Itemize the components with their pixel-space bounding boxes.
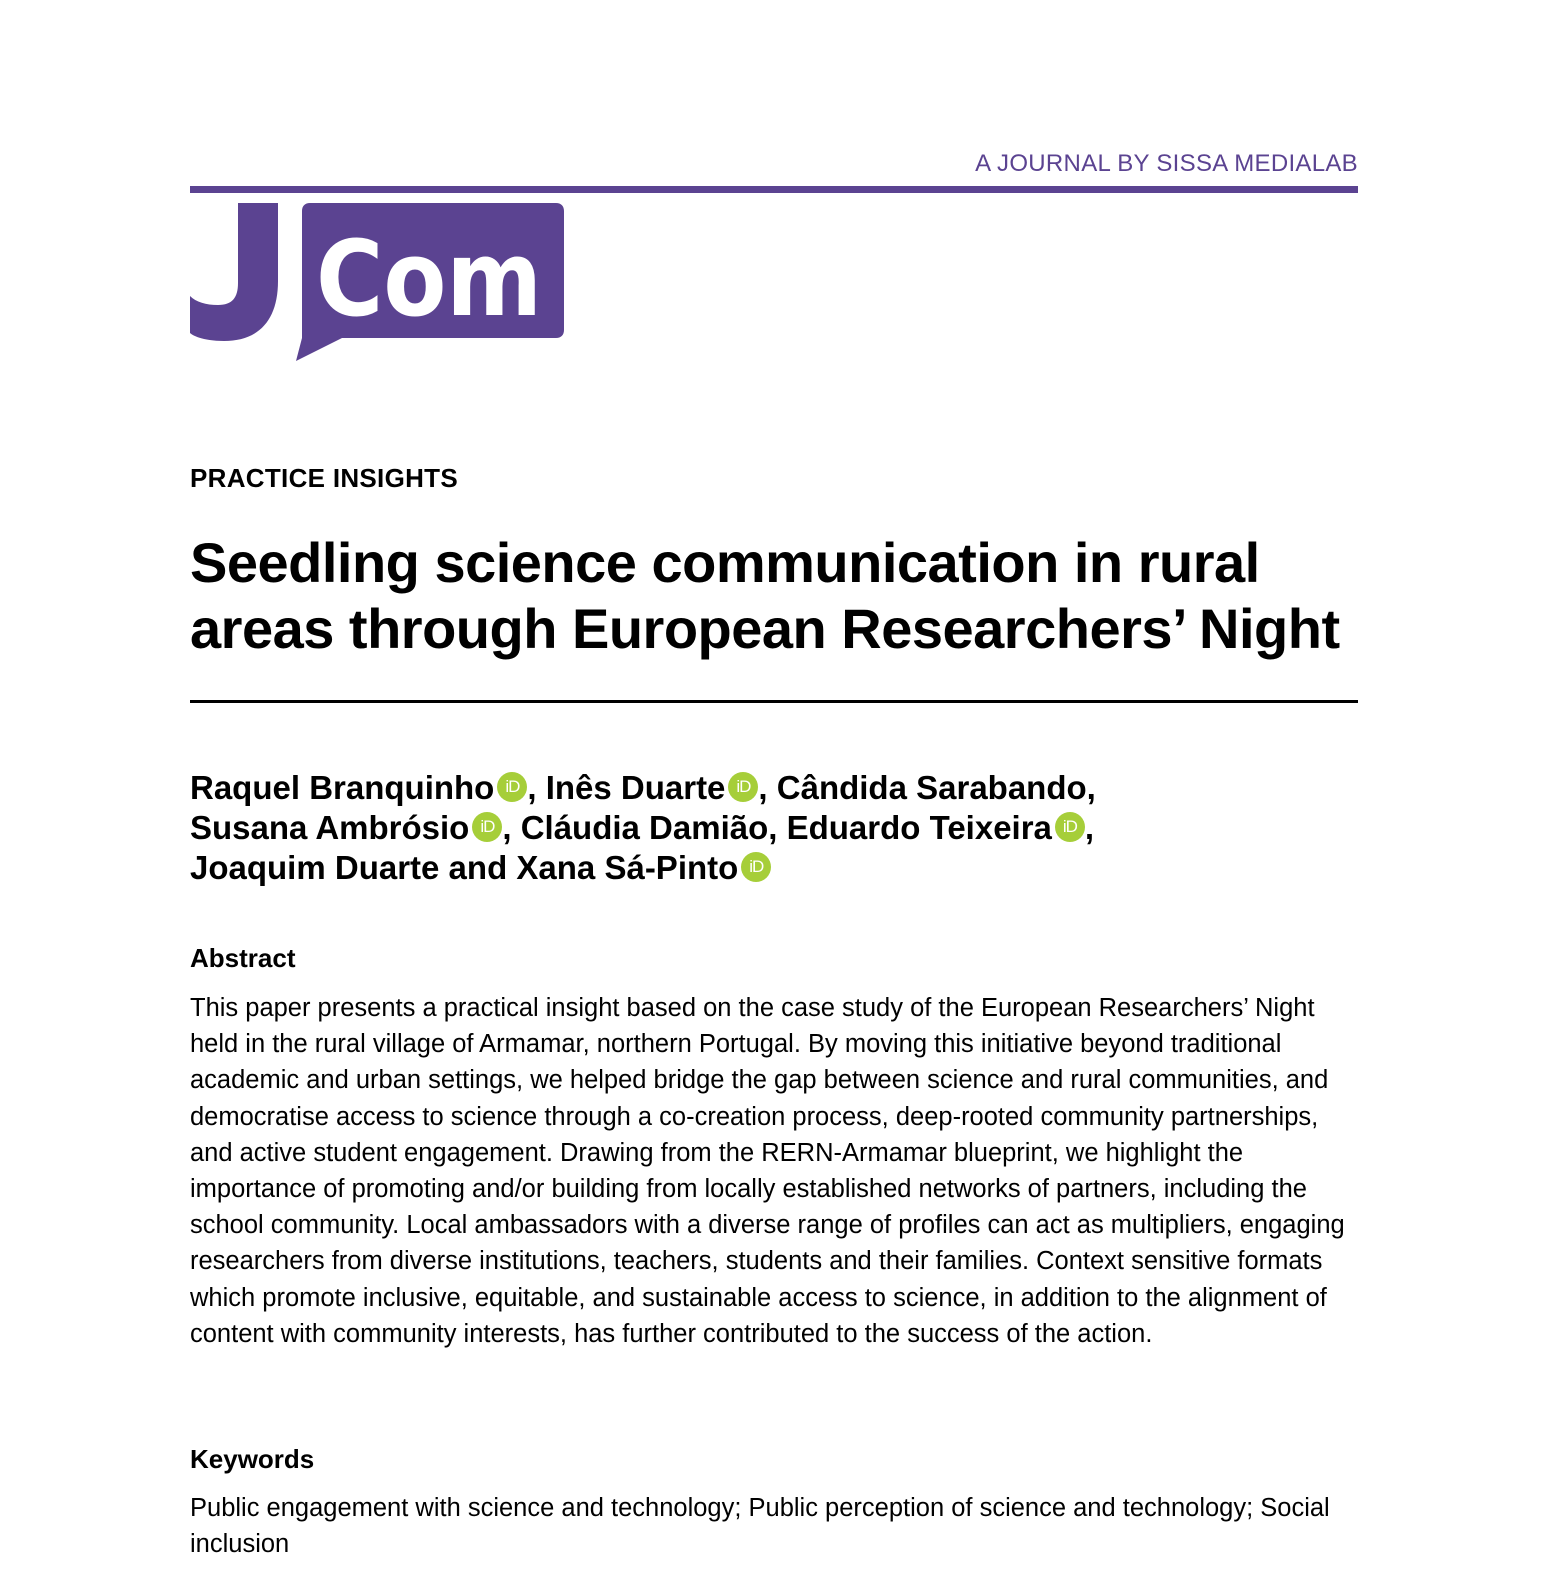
author-name: Cândida Sarabando — [776, 769, 1087, 806]
author-name: Xana Sá-Pinto — [516, 849, 739, 886]
author — [787, 809, 1085, 846]
author-list: Raquel Branquinho iD , Inês Duarte iD , Cândida Sarabando, Susana Ambrósio iD , Cláudia Damião, Eduardo Teixeira iD , Joaquim Duarte and Xana Sá-Pinto iD — [190, 769, 1096, 886]
author-name: Susana Ambrósio — [190, 809, 470, 846]
orcid-icon[interactable]: iD — [728, 772, 758, 802]
journal-tagline: A JOURNAL BY SISSA MEDIALAB — [975, 150, 1358, 177]
orcid-icon[interactable]: iD — [497, 772, 527, 802]
jcom-logo — [190, 203, 570, 370]
keywords-text: Public engagement with science and technology; Public perception of science and technology; Social inclusion — [190, 1494, 1330, 1559]
logo-word: Com — [316, 218, 542, 340]
author — [190, 809, 502, 846]
article-type-label: PRACTICE INSIGHTS — [190, 463, 459, 493]
author-name: Eduardo Teixeira — [786, 809, 1052, 846]
orcid-icon[interactable]: iD — [1055, 812, 1085, 842]
author-name: Joaquim Duarte — [190, 849, 440, 886]
author — [777, 769, 1087, 806]
author — [546, 769, 759, 806]
author — [521, 809, 769, 846]
author-name: Inês Duarte — [545, 769, 726, 806]
author — [190, 769, 527, 806]
title-divider — [190, 700, 1358, 703]
author — [190, 849, 439, 886]
author-name: Raquel Branquinho — [190, 769, 495, 806]
abstract-text: This paper presents a practical insight based on the case study of the European Researchers’ Night held in the rural village of Armamar, northern Portugal. By moving this initiative beyond traditional academic and urban settings, we helped bridge the gap between science and rural communities, and democratise access to science through a co-creation process, deep-rooted community partnerships, and active student engagement. Drawing from the RERN-Armamar blueprint, we highlight the importance of promoting and/or building from locally established networks of partners, including the school community. Local ambassadors with a diverse range of profiles can act as multipliers, engaging researchers from diverse institutions, teachers, students and their families. Context sensitive formats which promote inclusive, equitable, and sustainable access to science, in addition to the alignment of content with community interests, has further contributed to the success of the action. — [190, 994, 1345, 1348]
abstract-heading: Abstract — [190, 943, 296, 973]
article-title: Seedling science communication in rural areas through European Researchers’ Night — [190, 531, 1340, 660]
keywords-heading: Keywords — [190, 1444, 315, 1474]
header-rule — [190, 186, 1358, 193]
author — [516, 849, 771, 886]
orcid-icon[interactable]: iD — [741, 852, 771, 882]
author-name: Cláudia Damião — [520, 809, 769, 846]
orcid-icon[interactable]: iD — [472, 812, 502, 842]
